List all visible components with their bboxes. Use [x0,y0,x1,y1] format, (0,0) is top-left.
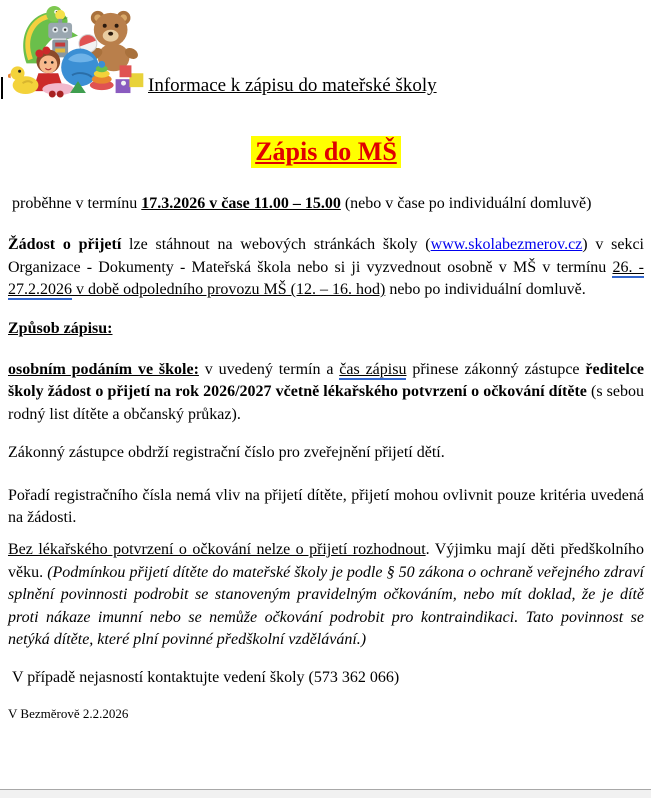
text-run: . Výjimku mají děti předškolního věku. [8,541,644,581]
text-run: Pořadí registračního čísla nemá vliv na přijetí dítěte, přijetí mohou ovlivnit pouze kritéria uvedená na žádosti. [8,486,644,527]
in-person-emphasis: osobním podáním ve škole: [8,361,199,379]
paragraph-enrollment-date [8,193,644,215]
paragraph-in-person [8,359,644,426]
enrollment-date-emphasis: 17.3.2026 v čase 11.00 – 15.00 [141,195,341,212]
section-heading-method [8,318,644,340]
pickup-date-emphasis: 26. - 27.2.2026 [8,258,645,299]
date-place-line [8,706,644,722]
documents-required-emphasis: ředitelce školy žádost o přijetí na rok 2026/2027 včetně lékařského potvrzení o očkování dítěte [8,361,645,401]
text-cursor [1,77,3,99]
document-header [0,0,651,100]
main-heading-row [8,136,644,170]
duck-icon [8,66,38,94]
paragraph-contact [8,667,644,689]
text-run: (s sebou rodný list dítěte a občanský průkaz). [8,383,644,423]
website-link[interactable]: www.skolabezmerov.cz [430,236,583,254]
text-run: ) v sekci Organizace - Dokumenty - Mateřská škola nebo si ji vyzvednout osobně v MŠ v termínu [8,236,645,276]
text-run: V případě nejasností kontaktujte vedení školy (573 362 066) [12,668,400,686]
text-run: proběhne v termínu [12,195,142,212]
text-run: Zákonný zástupce obdrží registrační číslo pro zveřejnění přijetí dětí. [8,444,445,462]
document-body [0,136,651,722]
paragraph-vaccination [8,539,644,651]
enrollment-time-emphasis: čas zápisu [339,361,407,379]
toys-clipart-image [8,2,146,99]
paragraph-application [8,234,644,301]
page-bottom-edge [0,789,651,798]
document-title-text: Informace k zápisu do mateřské školy [148,75,437,96]
text-run: přinese zákonný zástupce [406,361,586,379]
text-run: (nebo v čase po individuální domluvě) [340,195,592,212]
legal-note-italic: (Podmínkou přijetí dítěte do mateřské školy je podle § 50 zákona o ochraně veřejného zdraví splnění povinnosti podrobit se stanoveným pravidelným očkováním, nebo mít doklad, že je dítě proti nákaze imunní nebo se nemůže očkování podrobit pro kontraindikaci. Tato povinnost se netýká dítěte, které plní povinné předškolní vzdělávání.) [8,563,644,649]
document-title [148,74,437,98]
text-run: lze stáhnout na webových stránkách školy ( [121,236,431,254]
main-heading-highlighted: Zápis do MŠ [251,136,401,168]
pickup-hours-emphasis: v době odpoledního provozu MŠ (12. – 16. hod) [72,281,386,299]
text-run: nebo po individuální domluvě. [385,281,586,299]
vaccination-emphasis: Bez lékařského potvrzení o očkování nelze o přijetí rozhodnout [8,541,426,559]
application-emphasis: Žádost o přijetí [8,236,122,254]
text-run: v uvedený termín a [198,361,340,379]
paragraph-number-order [8,485,644,530]
section-heading-text: Způsob zápisu: [8,319,113,337]
text-run: V Bezměrově 2.2.2026 [8,705,129,721]
paragraph-registration-number [8,442,644,464]
